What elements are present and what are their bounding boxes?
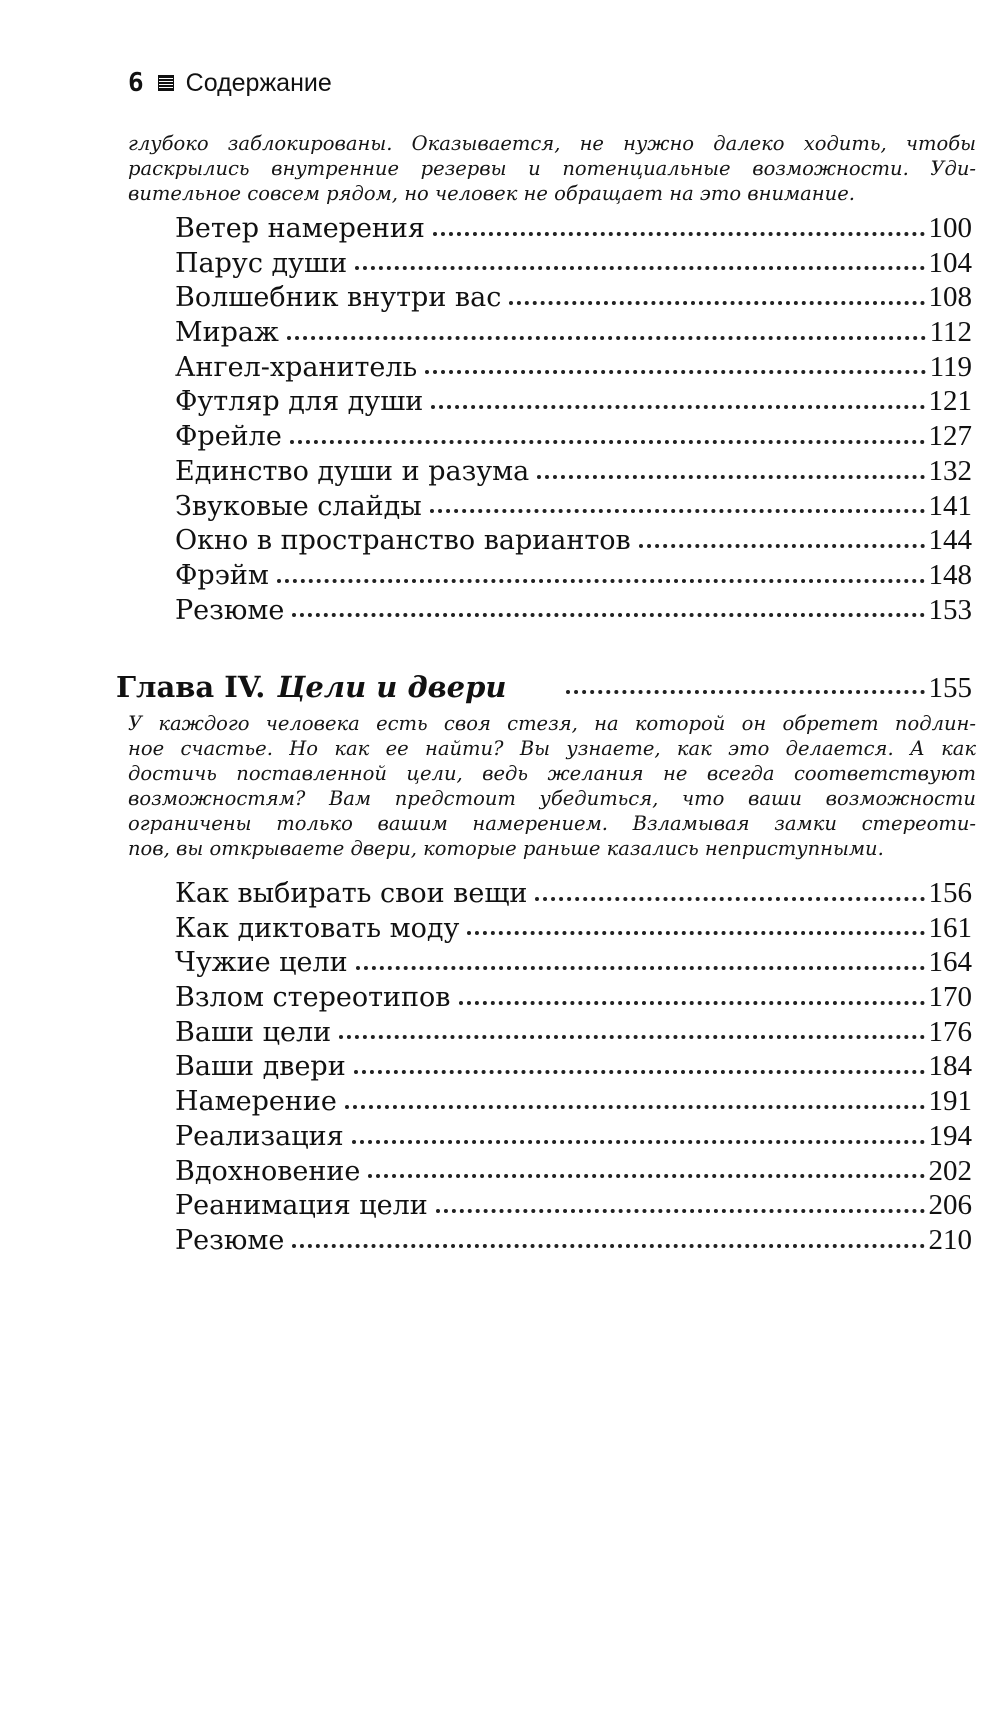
toc-entry[interactable] [175, 1155, 972, 1190]
toc-entry-title: Окно в пространство вариантов [175, 525, 631, 557]
toc-entry-title: Резюме [175, 1224, 285, 1256]
toc-entry[interactable] [175, 912, 972, 947]
toc-entry-title: Волшебник внутри вас [175, 282, 502, 314]
section-title: Содержание [185, 68, 332, 97]
toc-entry-title: Фрэйм [175, 559, 269, 591]
toc-entry-title: Парус души [175, 247, 348, 279]
toc-entry-page: 156 [928, 877, 972, 909]
annotation-line: пов, вы открываете двери, которые раньше казались неприступными. [128, 837, 884, 860]
annotation-line: ное счастье. Но как ее найти? Вы узнаете, как это делается. А как [128, 737, 976, 760]
annotation-line: возможностям? Вам предстоит убедиться, что ваши возможности [128, 787, 976, 810]
chapter-label: Глава IV. [116, 670, 266, 704]
toc-entry-page: 121 [928, 385, 972, 418]
toc-entry-title: Вдохновение [175, 1155, 361, 1187]
toc-entry-title: Как выбирать свои вещи [175, 878, 528, 909]
toc-entry-page: 108 [928, 281, 972, 314]
toc-entry-title: Реанимация цели [175, 1190, 428, 1222]
toc-entry[interactable] [175, 877, 972, 912]
toc-entry[interactable] [175, 594, 972, 629]
toc-entry-page: 148 [928, 558, 972, 591]
toc-entry[interactable] [175, 281, 972, 316]
chapter-title: Цели и двери [277, 670, 507, 704]
toc-entry-page: 141 [928, 489, 972, 522]
annotation-line: глубоко заблокированы. Оказывается, не нужно далеко ходить, чтобы [128, 132, 976, 155]
toc-entry-page: 144 [928, 524, 972, 557]
chapter-annotation [128, 711, 976, 861]
toc-entry[interactable] [175, 981, 972, 1016]
toc-entry-page: 202 [928, 1154, 972, 1187]
dot-leader [287, 335, 926, 340]
toc-entry-page: 161 [928, 911, 972, 944]
toc-list-part1 [175, 212, 972, 628]
dot-leader [431, 404, 924, 409]
dot-leader [509, 300, 924, 305]
dot-leader [566, 689, 924, 694]
toc-entry-title: Ветер намерения [175, 213, 425, 244]
toc-entry-title: Мираж [175, 317, 279, 349]
dot-leader [368, 1173, 924, 1178]
toc-entry[interactable] [175, 524, 972, 559]
dot-leader [639, 543, 925, 548]
toc-entry-title: Фрейле [175, 421, 282, 453]
toc-entry-title: Звуковые слайды [175, 490, 422, 522]
toc-entry[interactable] [175, 212, 972, 247]
dot-leader [355, 265, 924, 270]
toc-entry[interactable] [175, 559, 972, 594]
toc-entry-title: Чужие цели [175, 947, 348, 979]
toc-entry-page: 119 [929, 350, 972, 383]
toc-entry-page: 127 [928, 420, 972, 453]
toc-entry[interactable] [175, 351, 972, 386]
annotation-line: достичь поставленной цели, ведь желания не всегда соответствуют [128, 762, 976, 785]
dot-leader [277, 578, 925, 583]
dot-leader [292, 1243, 924, 1248]
toc-entry[interactable] [175, 1224, 972, 1259]
toc-entry-page: 176 [928, 1015, 972, 1048]
toc-entry-page: 164 [928, 946, 972, 979]
toc-entry-title: Реализация [175, 1120, 344, 1152]
dot-leader [537, 474, 924, 479]
toc-entry[interactable] [175, 420, 972, 455]
toc-entry[interactable] [175, 455, 972, 490]
toc-entry-title: Ваши двери [175, 1051, 346, 1083]
toc-entry-title: Резюме [175, 594, 285, 626]
toc-entry-title: Как диктовать моду [175, 912, 460, 944]
toc-entry-page: 112 [929, 316, 972, 349]
dot-leader [436, 1208, 925, 1213]
chapter-page: 155 [928, 672, 972, 704]
toc-entry[interactable] [175, 385, 972, 420]
annotation-line: вительное совсем рядом, но человек не обращает на это внимание. [128, 182, 855, 205]
toc-entry[interactable] [175, 316, 972, 351]
toc-entry[interactable] [175, 1016, 972, 1051]
toc-entry-page: 170 [928, 981, 972, 1014]
toc-entry-page: 206 [928, 1189, 972, 1222]
dot-leader [535, 896, 924, 901]
toc-entry[interactable] [175, 946, 972, 981]
running-header [128, 68, 332, 98]
dot-leader [430, 508, 925, 513]
toc-entry-page: 153 [928, 593, 972, 626]
dot-leader [467, 930, 924, 935]
toc-entry[interactable] [175, 247, 972, 282]
page-number: 6 [128, 68, 144, 98]
toc-entry[interactable] [175, 1050, 972, 1085]
dot-leader [352, 1139, 925, 1144]
dot-leader [425, 369, 925, 374]
toc-entry-title: Взлом стереотипов [175, 982, 451, 1014]
chapter-heading[interactable] [116, 670, 972, 705]
dot-leader [433, 231, 925, 236]
toc-entry-title: Футляр для души [175, 386, 424, 418]
toc-entry[interactable] [175, 1120, 972, 1155]
annotation-line: У каждого человека есть своя стезя, на которой он обретет подлин- [128, 712, 976, 735]
annotation-line: ограничены только вашим намерением. Взламывая замки стереоти- [128, 812, 976, 835]
dot-leader [345, 1104, 925, 1109]
toc-entry-page: 194 [928, 1119, 972, 1152]
toc-entry-title: Ваши цели [175, 1016, 332, 1048]
toc-entry-page: 104 [928, 246, 972, 279]
dot-leader [290, 439, 925, 444]
toc-entry-title: Ангел-хранитель [175, 351, 418, 383]
toc-entry[interactable] [175, 1085, 972, 1120]
intro-annotation [128, 131, 976, 206]
dot-leader [356, 965, 925, 970]
toc-entry-title: Единство души и разума [175, 455, 530, 487]
toc-list-part2 [175, 877, 972, 1259]
toc-entry[interactable] [175, 1189, 972, 1224]
dot-leader [292, 612, 924, 617]
toc-entry-page: 132 [928, 454, 972, 487]
hatched-square-icon [158, 75, 174, 91]
toc-entry-page: 100 [928, 212, 972, 244]
toc-entry-page: 191 [928, 1085, 972, 1118]
toc-entry[interactable] [175, 490, 972, 525]
toc-entry-page: 210 [928, 1223, 972, 1256]
toc-entry-title: Намерение [175, 1086, 337, 1118]
toc-entry-page: 184 [928, 1050, 972, 1083]
dot-leader [339, 1034, 924, 1039]
dot-leader [459, 1000, 925, 1005]
dot-leader [354, 1069, 925, 1074]
annotation-line: раскрылись внутренние резервы и потенциальные возможности. Уди- [128, 157, 976, 180]
